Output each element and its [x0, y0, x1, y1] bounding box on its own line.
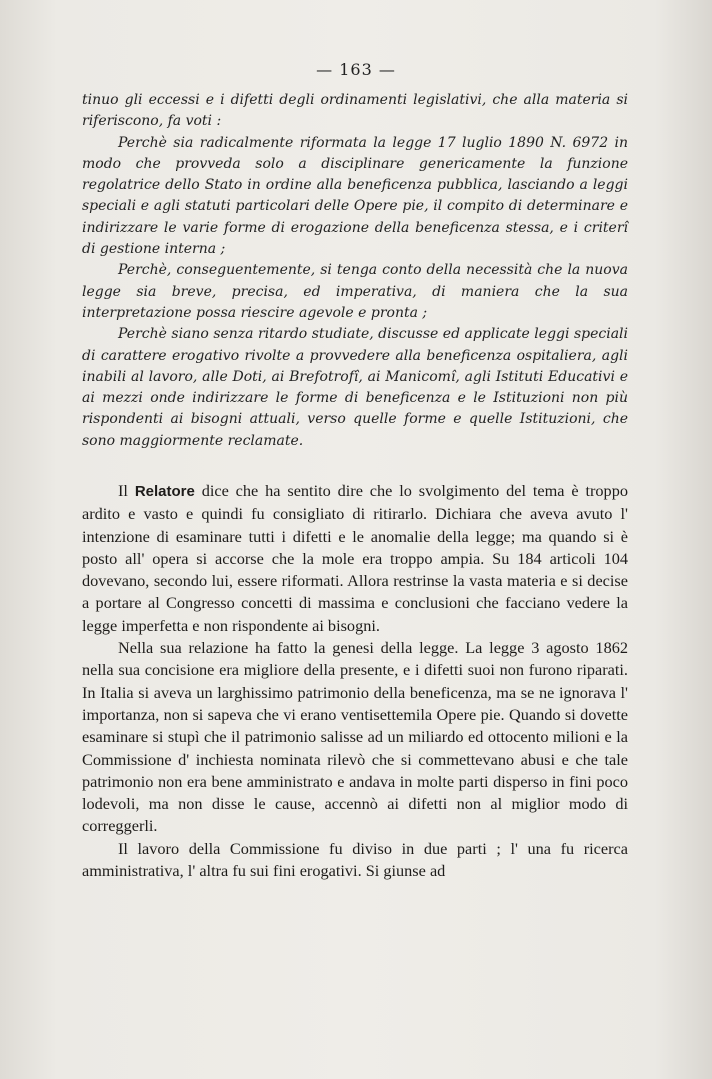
resolution-paragraph: Perchè sia radicalmente riformata la legge 17 luglio 1890 N. 6972 in modo che provveda solo a disciplinare genericamente la funzione regolatrice dello Stato in ordine alla beneficenza pubblica, lasciando a leggi speciali e agli statuti particolari delle Opere pie, il compito di determinare e indirizzare le varie forme di erogazione della beneficenza stessa, e i criterî di gestione interna ; — [82, 134, 628, 258]
paragraph-text: dice che ha sentito dire che lo svolgimento del tema è troppo ardito e vasto e quindi fu consigliato di ritirarlo. Dichiara che aveva avuto l' intenzione di esaminare tutti i difetti e le anomalie della legge; ma quando si è posto all' opera si accorse che la mole era troppo ampia. Su 184 articoli 104 dovevano, secondo lui, essere riformati. Allora restrinse la vasta materia e si decise a portare al Congresso concetti di massima e conclusioni che facciano vedere la legge imperfetta e non rispondente ai bisogni. — [82, 481, 628, 635]
resolution-paragraph: tinuo gli eccessi e i difetti degli ordinamenti legislativi, che alla materia si riferiscono, fa voti : — [82, 92, 628, 130]
body-paragraph: Il lavoro della Commissione fu diviso in due parti ; l' una fu ricerca amministrativa, l' altra fu sui fini erogativi. Si giunse ad — [82, 838, 628, 881]
body-paragraph — [82, 480, 628, 637]
speaker-name: Relatore — [134, 483, 195, 500]
resolution-text — [82, 90, 628, 452]
body-paragraph: Nella sua relazione ha fatto la genesi della legge. La legge 3 agosto 1862 nella sua concisione era migliore della presente, e i difetti suoi non furono riparati. In Italia si aveva un larghissimo patrimonio della beneficenza, ma se ne ignorava l' importanza, non si sapeva che vi erano ventisettemila Opere pie. Quando si dovette esaminare si stupì che il patrimonio salisse ad un miliardo ed ottocento milioni e la Commissione d' inchiesta nominata rilevò che si commettevano abusi e che tale patrimonio non era bene amministrato e andava in molte parti disperso in fini poco lodevoli, ma non disse le cause, accennò ai difetti non al miglior modo di correggerli. — [82, 638, 628, 836]
page-number: — 163 — — [316, 60, 396, 79]
resolution-paragraph: Perchè, conseguentemente, si tenga conto della necessità che la nuova legge sia breve, precisa, ed imperativa, di maniera che la sua interpretazione possa riescire agevole e pronta ; — [82, 262, 628, 321]
paragraph-lead: Il — [118, 481, 128, 500]
body-text — [82, 480, 628, 882]
resolution-paragraph: Perchè siano senza ritardo studiate, discusse ed applicate leggi speciali di carattere erogativo rivolte a provvedere alla beneficenza ospitaliera, agli inabili al lavoro, alle Doti, ai Brefotrofî, ai Manicomî, agli Istituti Educativi e ai mezzi onde indirizzare le forme di beneficenza e le Istituzioni non più rispondenti ai bisogni attuali, verso quelle forme e quelle Istituzioni, che sono maggiormente reclamate. — [82, 326, 628, 449]
